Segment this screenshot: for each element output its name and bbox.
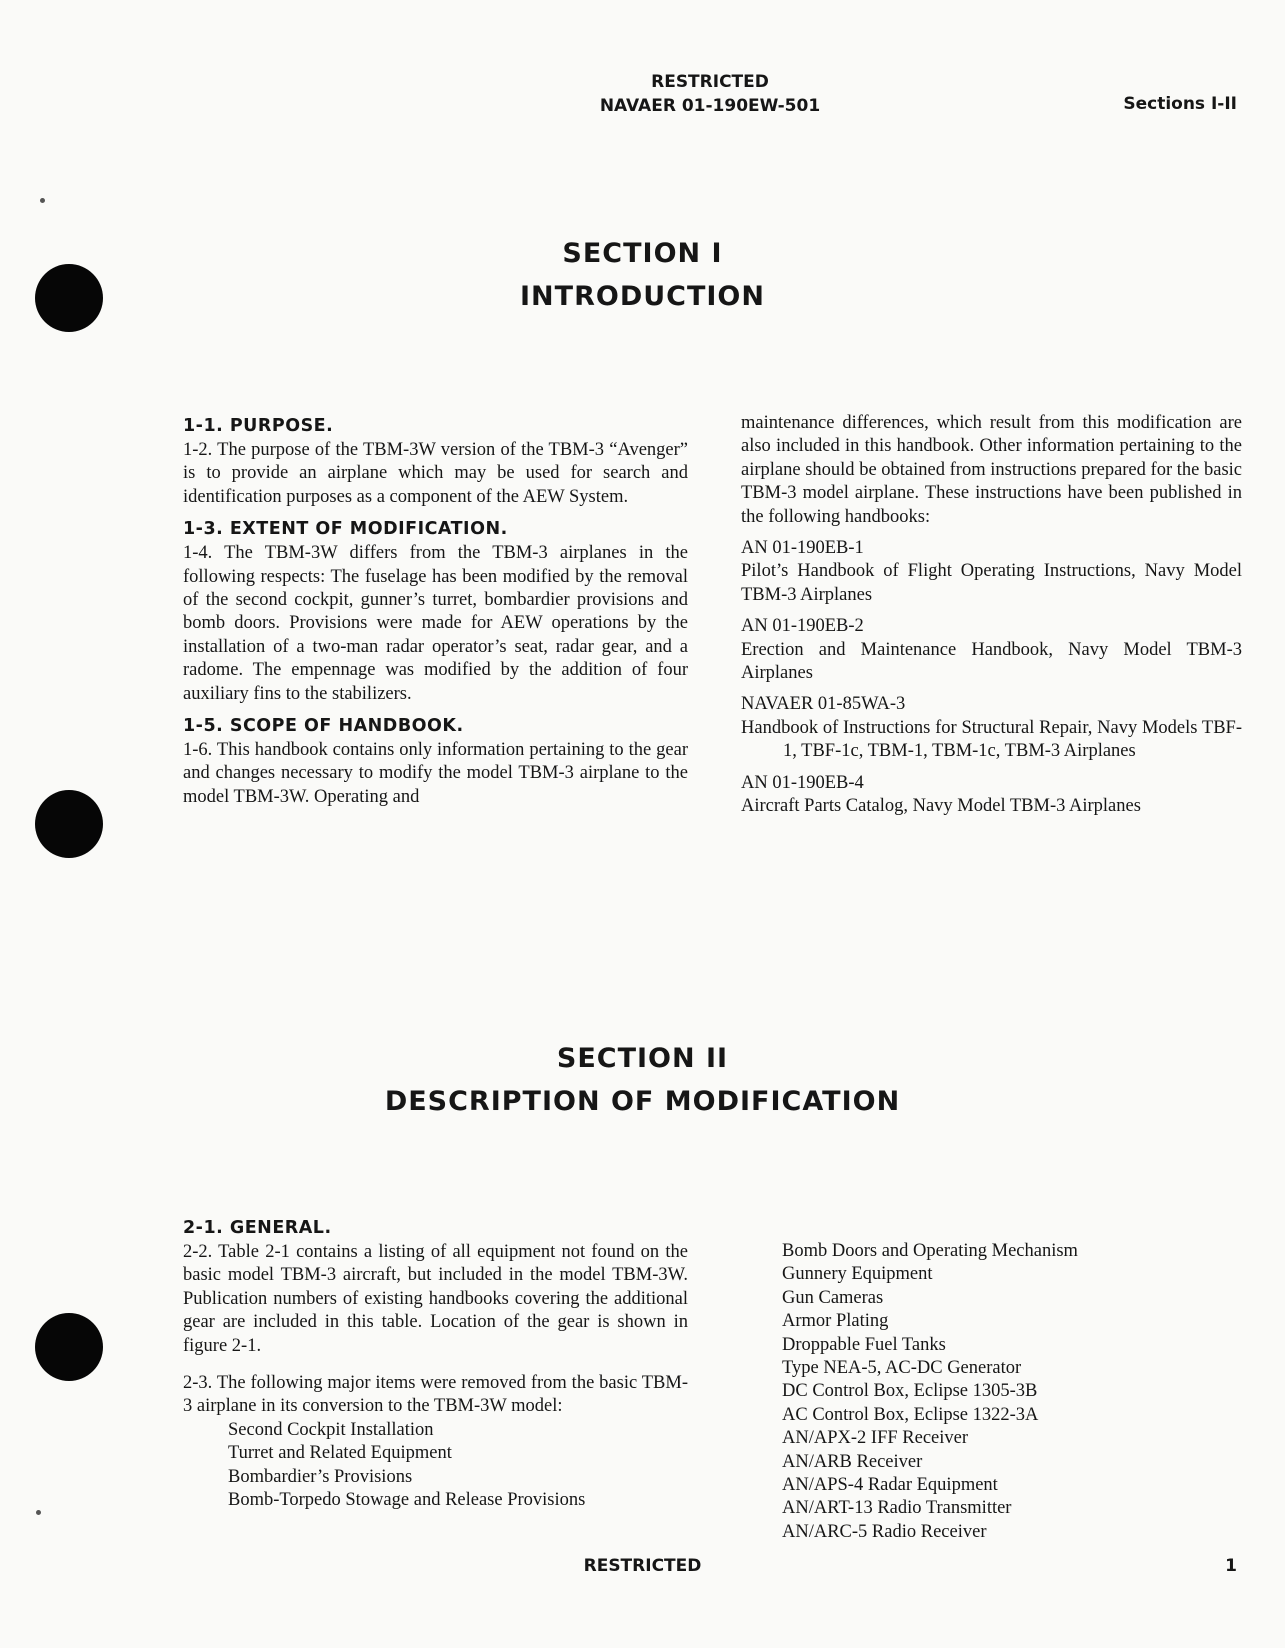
section-1-right-column <box>741 412 1242 819</box>
list-item: Droppable Fuel Tanks <box>782 1334 946 1355</box>
list-item: Second Cockpit Installation <box>228 1419 434 1440</box>
list-item: Turret and Related Equipment <box>228 1443 452 1464</box>
paragraph-1-2: 1-2. The purpose of the TBM-3W version of the TBM-3 “Avenger” is to provide an airplane which may be used for search and identification purposes as a component of the AEW System. <box>183 440 688 507</box>
list-item: Gunnery Equipment <box>782 1264 933 1285</box>
removed-items-list <box>228 1419 688 1513</box>
list-item: Gun Cameras <box>782 1287 884 1308</box>
list-item: AN/APS-4 Radar Equipment <box>782 1475 998 1496</box>
list-item: Type NEA-5, AC-DC Generator <box>782 1358 1022 1379</box>
paragraph-1-4: 1-4. The TBM-3W differs from the TBM-3 airplanes in the following respects: The fuselage has been modified by the removal of the second cockpit, gunner’s turret, bombardier provisions and bomb doors. Provisions were made for AEW operations by the installation of a two-man radar operator’s seat, radar gear, and a radome. The empennage was modified by the addition of four auxiliary fins to the stabilizers. <box>183 543 688 704</box>
reference-code: AN 01-190EB-4 <box>741 772 864 793</box>
reference-item <box>741 537 1242 607</box>
paragraph-1-6: 1-6. This handbook contains only information pertaining to the gear and changes necessary to modify the model TBM-3 airplane to the model TBM-3W. Operating and <box>183 740 688 807</box>
header-doc-number: NAVAER 01-190EW-501 <box>599 96 821 116</box>
reference-item <box>741 693 1242 763</box>
list-item: AN/APX-2 IFF Receiver <box>782 1428 969 1449</box>
section-1-subtitle: INTRODUCTION <box>520 281 765 312</box>
heading-scope-of-handbook: 1-5. SCOPE OF HANDBOOK. <box>183 716 464 737</box>
section-2-subtitle: DESCRIPTION OF MODIFICATION <box>384 1086 901 1117</box>
reference-code: NAVAER 01-85WA-3 <box>741 694 906 715</box>
list-item: AN/ARB Receiver <box>782 1451 923 1472</box>
heading-extent-of-modification: 1-3. EXTENT OF MODIFICATION. <box>183 519 508 540</box>
reference-description: Handbook of Instructions for Structural Repair, Navy Models TBF-1, TBF-1c, TBM-1, TBM-1c, TBM-3 Airplanes <box>741 717 1242 762</box>
heading-general: 2-1. GENERAL. <box>183 1218 332 1238</box>
reference-item <box>741 615 1242 685</box>
list-item: Bomb Doors and Operating Mechanism <box>782 1241 1078 1261</box>
list-item: AN/ART-13 Radio Transmitter <box>782 1498 1012 1519</box>
list-item: AC Control Box, Eclipse 1322-3A <box>782 1404 1039 1425</box>
paragraph-2-2: 2-2. Table 2-1 contains a listing of all equipment not found on the basic model TBM-3 aircraft, but included in the model TBM-3W. Publication numbers of existing handbooks covering the additional gear are included in this table. Location of the gear is shown in figure 2-1. <box>183 1242 688 1356</box>
paragraph-2-3: 2-3. The following major items were removed from the basic TBM-3 airplane in its conversion to the TBM-3W model: <box>183 1373 688 1417</box>
reference-code: AN 01-190EB-2 <box>741 616 864 637</box>
removed-items-list-continued <box>782 1240 1242 1544</box>
page-number: 1 <box>1225 1556 1237 1576</box>
section-2-right-column <box>782 1240 1242 1544</box>
list-item: Bomb-Torpedo Stowage and Release Provisions <box>228 1490 586 1511</box>
reference-code: AN 01-190EB-1 <box>741 538 864 559</box>
header-classification: RESTRICTED <box>651 72 769 92</box>
reference-description: Pilot’s Handbook of Flight Operating Instructions, Navy Model TBM-3 Airplanes <box>741 561 1242 605</box>
margin-mark <box>36 1510 41 1515</box>
header-sections: Sections I-II <box>1123 94 1237 114</box>
reference-description: Erection and Maintenance Handbook, Navy Model TBM-3 Airplanes <box>741 639 1242 684</box>
section-2-left-column <box>183 1217 688 1512</box>
reference-description: Aircraft Parts Catalog, Navy Model TBM-3 Airplanes <box>741 796 1141 817</box>
reference-item <box>741 772 1242 819</box>
heading-purpose: 1-1. PURPOSE. <box>183 416 334 436</box>
binder-hole-middle <box>35 790 103 858</box>
list-item: DC Control Box, Eclipse 1305-3B <box>782 1381 1038 1402</box>
list-item: AN/ARC-5 Radio Receiver <box>782 1521 987 1542</box>
list-item: Bombardier’s Provisions <box>228 1466 413 1487</box>
binder-hole-bottom <box>35 1313 103 1381</box>
list-item: Armor Plating <box>782 1311 889 1332</box>
footer-classification: RESTRICTED <box>583 1556 702 1576</box>
section-1-title: SECTION I <box>562 238 723 269</box>
section-2-title: SECTION II <box>556 1043 729 1074</box>
margin-mark <box>40 198 45 203</box>
paragraph-1-6-continued: maintenance differences, which result from this modification are also included in this handbook. Other information pertaining to the airplane should be obtained from instructions prepared for the basic TBM-3 model airplane. These instructions have been published in the following handbooks: <box>741 413 1242 527</box>
section-1-left-column <box>183 415 688 809</box>
